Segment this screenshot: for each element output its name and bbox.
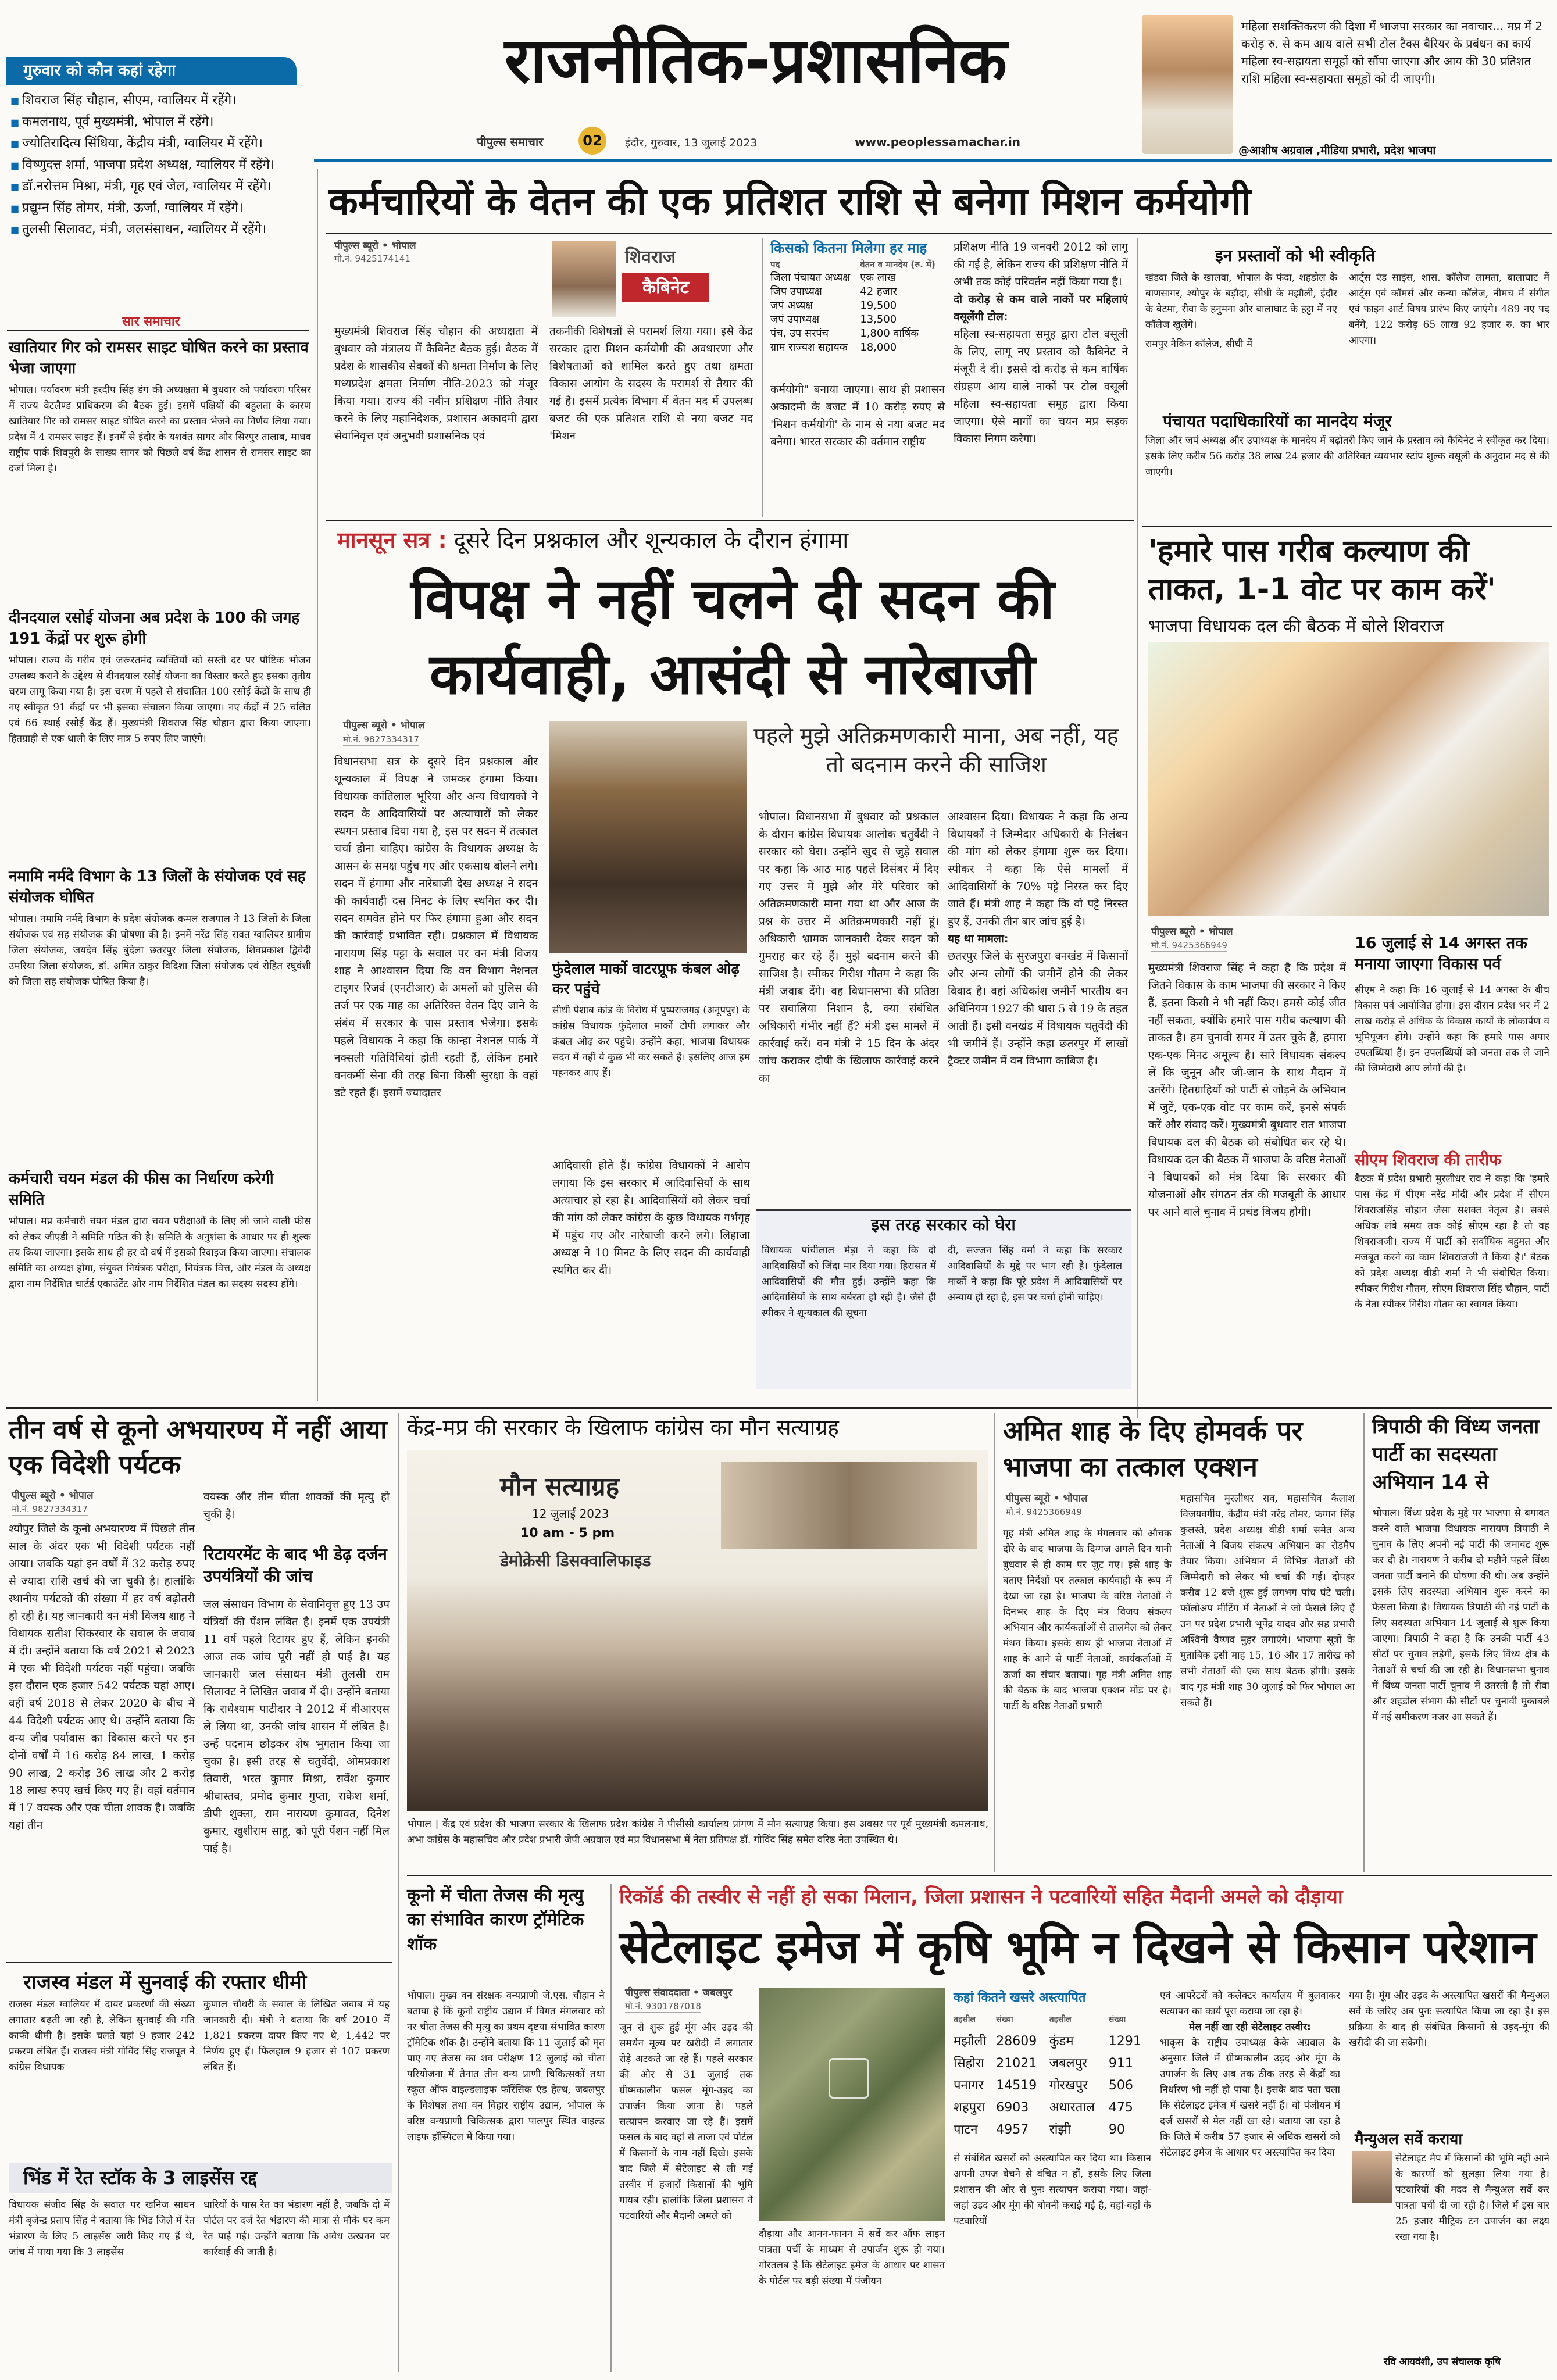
table-cell: सिहोरा [954, 2056, 984, 2071]
bjp-photo [1148, 642, 1549, 916]
list-item: ■ तुलसी सिलावट, मंत्री, जलसंसाधन, ग्वालियर में रहेंगे। [10, 219, 313, 241]
table-cell: शहपुरा [954, 2100, 985, 2115]
left-col-divider [317, 169, 318, 1401]
table-cell: जपं उपाध्यक्ष [770, 313, 820, 326]
satellite-col3-subhead: मेल नहीं खा रही सेटेलाइट तस्वीर: [1189, 2021, 1311, 2033]
table-cell: 506 [1108, 2078, 1133, 2093]
banner-title: मौन सत्याग्रह [500, 1472, 620, 1502]
monsoon-col4 [948, 808, 1128, 1198]
table-header: तहसील [954, 2015, 976, 2024]
monsoon-col1: विधानसभा सत्र के दूसरे दिन प्रश्नकाल और शून्यकाल में विपक्ष ने जमकर हंगामा किया। विधायक कांतिलाल भूरिया और अन्य विधायकों ने सदन के आदिवासियों पर अत्याचारों को लेकर स्थगन प्रस्ताव दिया गया है, इस पर सदन में तत्काल चर्चा होना चाहिए। कांग्रेस के विधायक अध्यक्ष के आसन के समक्ष पहुंच गए और एकसाथ बोलने लगे। सदन में हंगामा और नारेबाजी देख अध्यक्ष ने सदन की कार्यवाही दस मिनट के लिए स्थगित कर दी। सदन समवेत होने पर फिर हंगामा हुआ और सदन की कार्रवाई प्रभावित रही। प्रश्नकाल में विधायक नारायण सिंह पट्टा के सवाल पर वन मंत्री विजय शाह ने आश्वासन दिया कि वन विभाग नेशनल टाइगर रिजर्व (एनटीआर) के अमलों को पुलिस की तर्ज पर एक माह का अतिरिक्त वेतन दिए जाने के संबंध में सरकार के पास प्रस्ताव भेजेगा। इसके पहले विधायक ने कहा कि कान्हा नेशनल पार्क में नक्सली गतिविधियां होती रहती हैं, लेकिन हमारे वनकर्मी सेना की तरह बिना किसी सुरक्षा के वहां डटे रहते हैं। इसमें ज्यादातर [334, 755, 538, 1099]
bottom-rule [407, 1875, 1552, 1876]
attack-box-col2: दी, सज्जन सिंह वर्मा ने कहा कि सरकार आदिवासियों के मुद्दे पर भाग रही है। फुंदेलाल मार्को ने कहा कि पूरे प्रदेश में आदिवासियों पर अन्याय हो रहा है, इस पर चर्चा होनी चाहिए। [948, 1245, 1122, 1303]
satellite-photo-caption: दौड़ाया और आनन-फानन में सर्वे कर ऑफ लाइन पात्रता पर्ची के माध्यम से उपार्जन शुरू हो गया। गौरतलब है कि सेटेलाइट इमेज के आधार पर शासन के पोर्टल पर बड़ी संख्या में पंजीयन [759, 2228, 945, 2287]
pay-table [770, 259, 945, 354]
list-item: ■ शिवराज सिंह चौहान, सीएम, ग्वालियर में रहेंगे। [10, 90, 313, 112]
banner-photo-strip [721, 1462, 977, 1549]
table-cell: जिला पंचायत अध्यक्ष [770, 271, 851, 284]
paper-name: पीपुल्स समाचार [477, 135, 544, 149]
table-cell: 18,000 [860, 341, 897, 353]
lead-rule [326, 233, 1552, 234]
cheetah-col1: भोपाल। मुख्य वन संरक्षक वन्यप्राणी जे.एस. चौहान ने बताया है कि कूनो राष्ट्रीय उद्यान में विगत मंगलवार को नर चीता तेजस की मृत्यु का प्रथम दृष्टया संभावित कारण ट्रॉमेटिक शॉक है। उन्होंने बताया कि 11 जुलाई को मृत पाए गए तेजस का शव परीक्षण 12 जुलाई को चीता परियोजना में तैनात तीन वन्य प्राणी चिकित्सकों तथा स्कूल ऑफ वाइल्डलाइफ फॉरेंसिक एंड हेल्थ, जबलपुर के विशेषज्ञ तथा वन विहार राष्ट्रीय उद्यान, भोपाल के वरिष्ठ वन्यप्राणी चिकित्सक द्वारा पालपुर स्थित वाइल्ड लाइफ हॉस्पिटल में किया गया। [407, 1990, 605, 2143]
table-cell: जपं अध्यक्ष [770, 299, 813, 312]
satellite-headline: सेटेलाइट इमेज में कृषि भूमि न दिखने से किसान परेशान [619, 1921, 1537, 1974]
banner-time: 10 am - 5 pm [520, 1526, 615, 1541]
lead-byline: पीपुल्स ब्यूरो • भोपाल [334, 240, 416, 252]
manual-survey-text: सेटेलाइट मैप में किसानों की भूमि नहीं आने के कारणों को सुलझा लिया गया है। पटवारियों की मदद से मैन्युअल सर्वे कर पात्रता पर्ची दी जा रही है। जिले में इस बार 25 हजार मीट्रिक टन उपार्जन का लक्ष्य रखा गया है। [1395, 2153, 1549, 2243]
bjp-rule [1142, 526, 1552, 527]
bhind-col2: धारियों के पास रेत का भंडारण नहीं है, जबकि दो में पोर्टल पर दर्ज रेत भंडारण की मात्रा से मौके पर कम रेत पाई गई। उन्होंने बताया कि अवैध उत्खनन पर कार्रवाई की जाती है। [203, 2199, 390, 2258]
bhind-headline: भिंड में रेत स्टॉक के 3 लाइसेंस रद्द [9, 2163, 392, 2193]
lead-col4-text: महिला स्व-सहायता समूह द्वारा टोल वसूली के लिए, लागू नए प्रस्ताव को कैबिनेट ने मंजूरी दे दी। इससे दो करोड़ से कम वार्षिक संग्रहण आय वाले नाकों पर टोल वसूली महिला स्व-सहायता समूह द्वारा किया जाएगा। ऐसे मार्गों का चयन मप्र सड़क विकास निगम करेगा। [954, 328, 1128, 445]
page-number: 02 [578, 127, 606, 155]
table-cell: 13,500 [860, 313, 897, 326]
revenue-headline: राजस्व मंडल में सुनवाई की रफ्तार धीमी [23, 1971, 307, 1994]
monsoon-col3: भोपाल। विधानसभा में बुधवार को प्रश्नकाल के दौरान कांग्रेस विधायक आलोक चतुर्वेदी ने सरकार को घेरा। उन्होंने खुद से जुड़े सवाल पर कहा कि आठ माह पहले दिसंबर में दिए गए उत्तर में मुझे और मेरे परिवार को अतिक्रमणकारी माना गया था और आज के प्रश्न के उत्तर में अतिक्रमणकारी नहीं हूं। अधिकारी भ्रामक जानकारी देकर सदन को गुमराह कर रहे हैं। मुझे बदनाम करने की साजिश है। स्पीकर गिरीश गौतम ने कहा कि मंत्री जवाब देंगे। वह विधानसभा की प्रतिष्ठा पर सवालिया निशान है, क्या संबंधित अधिकारी गंभीर नहीं हैं? मंत्री इस मामले में कार्रवाई करें। वन मंत्री ने 15 दिन के अंदर जांच कराकर दोषी के खिलाफ कार्रवाई करने का [759, 810, 939, 1085]
saar-item [9, 337, 311, 574]
saar-item [9, 1168, 311, 1388]
monsoon-col4-text: आश्वासन दिया। विधायक ने कहा कि अन्य विधायकों ने जिम्मेदार अधिकारी के निलंबन की मांग को लेकर हंगामा शुरू कर दिया। स्पीकर ने कहा कि ऐसे मामलों में आदिवासियों के 70% पट्टे निरस्त कर दिए जाते हैं। मंत्री शाह ने कहा कि वो पट्टे निरस्त हुए हैं, उनकी तीन बार जांच हुई है। [948, 810, 1128, 928]
table-row [954, 2097, 1151, 2119]
saar-rule [7, 330, 309, 331]
tripathi-col1: भोपाल। विंध्य प्रदेश के मुद्दे पर भाजपा से बगावत करने वाले भाजपा विधायक नारायण त्रिपाठी ने चुनाव के लिए अपनी नई पार्टी की जमावट शुरू कर दी है। नारायण ने करीब दो महीने पहले विंध्य जनता पार्टी बनाने की घोषणा की थी। अब उन्होंने इसके लिए सदस्यता अभियान शुरू करने का फैसला किया है। विधायक त्रिपाठी की नई पार्टी के लिए सदस्यता अभियान 14 जुलाई से शुरू किया जाएगा। त्रिपाठी ने कहा है कि उनकी पार्टी 43 सीटों पर चुनाव लड़ेगी, इसके लिए विंध्य क्षेत्र के नेताओं से चर्चा की जा रही है। विधानसभा चुनाव में विंध्य जनता पार्टी चुनाव में उतरती है तो रीवा और शहडोल संभाग की सीटों पर चुनावी मुकाबले में नई समीकरण नजर आ सकते हैं। [1372, 1507, 1549, 1723]
congress-headline: केंद्र-मप्र की सरकार के खिलाफ कांग्रेस का मौन सत्याग्रह [407, 1415, 839, 1440]
satellite-col4: गया है। मूंग और उड़द के अस्त्यापित खसरों की मैन्युअल सर्वे के जरिए अब पुनः सत्यापित किया जा रहा है। इस प्रक्रिया के बाद ही संबंधित किसानों से उड़द-मूंग की खरीदी की जा सकेगी। [1349, 1990, 1549, 2049]
tripathi-headline: त्रिपाठी की विंध्य जनता पार्टी का सदस्यता अभियान 14 से [1372, 1415, 1540, 1494]
list-item: ■ कमलनाथ, पूर्व मुख्यमंत्री, भोपाल में रहेंगे। [10, 112, 313, 133]
lead-col4-text: प्रशिक्षण नीति 19 जनवरी 2012 को लागू की गई है, लेकिन राज्य की प्रशिक्षण नीति में अभी तक कोई परिवर्तन नहीं किया गया है। [954, 241, 1128, 288]
table-cell: 911 [1108, 2056, 1133, 2071]
monsoon-subhead: पहले मुझे अतिक्रमणकारी माना, अब नहीं, यह तो बदनाम करने की साजिश [753, 723, 1119, 777]
table-header: तहसील [1049, 2015, 1072, 2024]
table-cell: अधारताल [1049, 2100, 1095, 2115]
kuno-headline: तीन वर्ष से कूनो अभयारण्य में नहीं आया एक विदेशी पर्यटक [9, 1415, 387, 1480]
bjp-headline: 'हमारे पास गरीब कल्याण की ताकत, 1-1 वोट पर काम करें' [1148, 534, 1496, 607]
quote-author: @आशीष अग्रवाल ,मीडिया प्रभारी, प्रदेश भाजपा [1238, 144, 1436, 157]
attack-box-col1: विधायक पांचीलाल मेड़ा ने कहा कि दो आदिवासियों को जिंदा मार दिया गया। हिरासत में आदिवासियों की मौत हुई। उन्होंने कहा कि आदिवासियों के साथ बर्बरता हो रही है। जैसे ही स्पीकर ने शून्यकाल की सूचना [762, 1245, 936, 1319]
saar-label: सार समाचार [122, 315, 180, 329]
praise-heading: सीएम शिवराज की तारीफ [1355, 1151, 1501, 1169]
pay-table-title: किसको कितना मिलेगा हर माह [770, 240, 927, 256]
shah-divider [994, 1413, 995, 1872]
saar-text: भोपाल। नमामि नर्मदे विभाग के प्रदेश संयोजक कमल राजपाल ने 13 जिलों के जिला संयोजक एवं सह संयोजक की घोषणा की है। इनमें नरेंद्र सिंह रावत ग्वालियर ग्रामीण जिला संयोजक, जयदेव सिंह बुंदेला छतरपुर जिला संयोजक, शिवप्रकाश द्विवेदी उमरिया जिला संयोजक, डॉ. अमित ठाकुर विदिशा जिला संयोजक एवं रोहित रघुवंशी को जिला सह संयोजक घोषित किया है। [9, 913, 311, 988]
bjp-byline: पीपुल्स ब्यूरो • भोपाल [1151, 926, 1233, 938]
congress-caption: भोपाल | केंद्र एवं प्रदेश की भाजपा सरकार के खिलाफ प्रदेश कांग्रेस ने पीसीसी कार्यालय प्रांगण में मौन सत्याग्रह किया। इस अवसर पर पूर्व मुख्यमंत्री कमलनाथ, अभा कांग्रेस के महासचिव और प्रदेश प्रभारी जेपी अग्रवाल एवं मप्र विधानसभा में नेता प्रतिपक्ष डॉ. गोविंद सिंह समेत वरिष्ठ नेता उपस्थित थे। [407, 1818, 988, 1846]
table-row [954, 2119, 1151, 2141]
table-cell: 4957 [996, 2122, 1029, 2137]
table-row [954, 2031, 1151, 2053]
saar-text: भोपाल। पर्यावरण मंत्री हरदीप सिंह डंग की अध्यक्षता में बुधवार को पर्यावरण परिसर में राज्य वेटलैण्ड प्राधिकरण की बैठक हुई। इसमें पक्षियों की बहुलता के कारण खातियार गिर को रामसर साइट घोषित करने का प्रस्ताव भेजने का निर्णय लिया गया। प्रदेश में 4 रामसर साइट हैं। इनमें से इंदौर के यशवंत सागर और सिरपुर तालाब, माधव राष्ट्रीय पार्क शिवपुरी के साख्य सागर को पिछले वर्ष केंद्र शासन से रामसर साइट का दर्जा मिला है। [9, 384, 311, 474]
satellite-photo [759, 1988, 945, 2221]
section-rule [326, 520, 1134, 521]
kuno-divider [398, 1413, 399, 2372]
congress-photo [407, 1450, 988, 1811]
table-cell: 90 [1108, 2122, 1125, 2137]
saar-item [9, 607, 311, 891]
shah-col2: महासचिव मुरलीधर राव, महासचिव कैलाश विजयवर्गीय, केंद्रीय मंत्री नरेंद्र तोमर, फग्गन सिंह कुलस्ते, प्रदेश अध्यक्ष वीडी शर्मा समेत अन्य नेताओं ने विजय संकल्प अभियान का रोडमैप तैयार किया। अभियान में विभिन्न नेताओं की जिम्मेदारी को लेकर भी चर्चा की गई। दोपहर करीब 12 बजे शुरू हुई लगभग पांच घंटे चली। फॉलोअप मीटिंग में नेताओं ने जो फैसले लिए हैं उन पर प्रदेश प्रभारी भूपेंद्र यादव और सह प्रभारी अश्विनी वैष्णव मुहर लगाएंगे। भाजपा सूत्रों के मुताबिक इसी माह 15, 16 और 17 तारीख को सभी नेताओं की एक साथ बैठक होगी। इसके बाद गृह मंत्री शाह 30 जुलाई को फिर भोपाल आ सकते हैं। [1180, 1493, 1355, 1709]
saar-heading: नमामि नर्मदे विभाग के 13 जिलों के संयोजक एवं सह संयोजक घोषित [9, 868, 306, 906]
satellite-col3-text: भाकृस के राष्ट्रीय उपाध्यक्ष केके अग्रवाल के अनुसार जिले में ग्रीष्मकालीन उड़द और मूंग के उपार्जन के लिए अब तक ठीक तरह से केंद्रों का निर्धारण भी नहीं हो पाया है। इसके बाद पता चला कि सेटेलाइट इमेज में खसरे नहीं हैं। वो पंजीयन में दर्ज खसरों से मेल नहीं खा रहे। बताया जा रहा है कि जिले में करीब 57 हजार से अधिक खसरों को सेटेलाइट इमेज के आधार पर अस्त्यापित कर दिया [1160, 2037, 1340, 2159]
monsoon-headline: विपक्ष ने नहीं चलने दी सदन की कार्यवाही, आसंदी से नारेबाजी [410, 566, 1055, 707]
kuno-byline: पीपुल्स ब्यूरो • भोपाल [12, 1490, 94, 1502]
revenue-col1: राजस्व मंडल ग्वालियर में दायर प्रकरणों की संख्या लगातार बढ़ती जा रही है, लेकिन सुनवाई की गति काफी धीमी है। इसके चलते यहां 9 हजार 242 प्रकरण लंबित हैं। राजस्व मंत्री गोविंद सिंह राजपूत ने कांग्रेस विधायक [9, 1999, 195, 2073]
saar-heading: खातियार गिर को रामसर साइट घोषित करने का प्रस्ताव भेजा जाएगा [9, 339, 309, 377]
banner-sub: डेमोक्रेसी डिसक्वालिफाइड [500, 1551, 651, 1570]
page-title: राजनीतिक-प्रशासनिक [504, 24, 1008, 97]
mla-photo [549, 721, 747, 953]
vikas-heading: 16 जुलाई से 14 अगस्त तक मनाया जाएगा विकास पर्व [1355, 934, 1527, 973]
table-row [770, 284, 945, 298]
table-header: पद [770, 259, 780, 270]
satellite-col2: से संबंधित खसरों को अस्त्यापित कर दिया था। किसान अपनी उपज बेचने से वंचित न हों, इसके लिए जिला प्रशासन की ओर से पुनः सत्यापन कराया गया। जहां-जहां उड़द और मूंग की बोवनी कराई गई है, वहां-वहां के पटवारियों [954, 2153, 1151, 2227]
kuno-col1: श्योपुर जिले के कूनो अभयारण्य में पिछले तीन साल के अंदर एक भी विदेशी पर्यटक नहीं आया। जबकि यहां इन वर्षों में 32 करोड़ रुपए से ज्यादा राशि खर्च की जा चुकी है। हालांकि स्थानीय पर्यटकों की संख्या में हर वर्ष बढ़ोतरी हो रही है। यह जानकारी वन मंत्री विजय शाह ने विधायक सतीश सिकरवार के सवाल के जवाब में दी। उन्होंने बताया कि वर्ष 2021 से 2023 में एक भी विदेशी पर्यटक नहीं पहुंचा। जबकि इस दौरान एक हजार 542 पर्यटक यहां आए। वहीं वर्ष 2018 से लेकर 2020 के बीच में 44 विदेशी पर्यटक आए थे। उन्होंने बताया कि वन्य जीव पर्यावास का विकास करने पर इन दोनों वर्षों में 16 करोड़ 84 लाख, 1 करोड़ 90 लाख, 2 करोड़ 36 लाख और 2 करोड़ 18 लाख रुपए खर्च किए गए हैं। वहां वर्तमान में 17 वयस्क और एक चीता शावक है। जबकि यहां तीन [9, 1523, 195, 1832]
table-cell: 475 [1108, 2100, 1133, 2115]
cheetah-divider [610, 1884, 612, 2372]
mla-caption: सीधी पेशाब कांड के विरोध में पुष्पराजगढ़ (अनूपपुर) के कांग्रेस विधायक फुंदेलाल मार्को टोपी लगाकर और कंबल ओढ़ कर पहुंचे। उन्होंने कहा, भाजपा विधायक सदन में नहीं ये कुछ भी कर सकते हैं। इसलिए आज हम पहनकर आए हैं। [552, 1005, 750, 1079]
satellite-col1: जून से शुरू हुई मूंग और उड़द की समर्थन मूल्य पर खरीदी में लगातार रोड़े अटकते जा रहे हैं। पहले सरकार की ओर से 31 जुलाई तक ग्रीष्मकालीन फसल मूंग-उड़द का उपार्जन किया जाना है। पहले सत्यापन करवाए जा रहे हैं। इसमें फसल के बाद वहां से ताजा एवं पोर्टल में किसानों के नाम नहीं दिखे। इसके बाद जिले में सेटेलाइट से ली गई तस्वीर में हजारों किसानों की भूमि गायब रही। हालांकि जिला प्रशासन ने पटवारियों और मैदानी अमले को [619, 2022, 753, 2222]
kuno-col2: वयस्क और तीन चीता शावकों की मृत्यु हो चुकी है। [203, 1491, 390, 1521]
table-row [770, 340, 945, 354]
officer-photo [1352, 2151, 1392, 2203]
cabinet-label: कैबिनेट [622, 273, 709, 302]
table-cell: पनागर [954, 2078, 984, 2093]
right-heading: इन प्रस्तावों को भी स्वीकृति [1215, 246, 1376, 265]
table-row [770, 326, 945, 340]
revenue-col2: कुणाल चौधरी के सवाल के लिखित जवाब में यह जानकारी दी। मंत्री ने बताया कि वर्ष 2010 में 1,821 प्रकरण दायर किए गए थे, 1,442 पर निर्णय हुए हैं। फिलहाल 9 हजार से 107 प्रकरण लंबित हैं। [203, 1999, 390, 2073]
banner-date: 12 जुलाई 2023 [532, 1507, 609, 1521]
cabinet-name: शिवराज [625, 247, 676, 267]
table-cell: जिप उपाध्यक्ष [770, 285, 822, 298]
lead-col4 [954, 238, 1128, 517]
table-cell: 14519 [996, 2078, 1037, 2093]
shah-col1: गृह मंत्री अमित शाह के मंगलवार को औचक दौरे के बाद भाजपा के दिग्गज अगले दिन यानी बुधवार से ही काम पर जुट गए। इसे शाह के बताए निर्देशों पर तत्काल कार्यवाही के रूप में देखा जा रहा है। भाजपा के वरिष्ठ नेताओं ने दिनभर शाह के दिए मंत्र विजय संकल्प अभियान और कार्यकर्ताओं से तालमेल को लेकर मंथन किया। इसके साथ ही भाजपा नेताओं में शाह के आने से पार्टी नेताओं, कार्यकर्ताओं में ऊर्जा का संचार बताया। गृह मंत्री अमित शाह की बैठक के बाद भाजपा एक्शन मोड पर है। पार्टी के वरिष्ठ नेताओं प्रभारी [1003, 1528, 1172, 1712]
list-item: ■ विष्णुदत्त शर्मा, भाजपा प्रदेश अध्यक्ष, ग्वालियर में रहेंगे। [10, 155, 313, 176]
table-row [770, 270, 945, 284]
satellite-col3 [1160, 1988, 1340, 2372]
attack-box [756, 1209, 1131, 1389]
khasra-table [954, 2009, 1151, 2141]
table-cell: 1,800 वार्षिक [860, 327, 919, 340]
lead-col2: तकनीकी विशेषज्ञों से परामर्श लिया गया। इसे केंद्र सरकार द्वारा मिशन कर्मयोगी की अवधारणा और विशेषताओं को शामिल करते हुए तथा क्षमता विकास आयोग के सदस्य के परामर्श से तैयार की गई है। इसमें प्रत्येक विभाग में वेतन मद में उपलब्ध बजट की एक प्रतिशत राशि से नया बजट मद 'मिशन [549, 325, 753, 442]
monsoon-col4-subhead: यह था मामला: [948, 932, 1009, 945]
shah-byline: पीपुल्स ब्यूरो • भोपाल [1006, 1493, 1088, 1505]
table-row [954, 2053, 1151, 2075]
tripathi-divider [1363, 1413, 1365, 1872]
lead-mobile: मो.नं. 9425174141 [334, 253, 410, 264]
table-cell: रांझी [1049, 2122, 1071, 2137]
table-row [954, 2075, 1151, 2097]
lead-col3: कर्मयोगी" बनाया जाएगा। साथ ही प्रशासन अकादमी के बजट में 10 करोड़ रुपए से 'मिशन कर्मयोगी' के नाम से नया बजट मद बनेगा। भारत सरकार की वर्तमान राष्ट्रीय [770, 383, 945, 448]
table-cell: ग्राम राज्यश सहायक [770, 341, 848, 353]
praise-text: बैठक में प्रदेश प्रभारी मुरलीधर राव ने कहा कि 'हमारे पास केंद्र में पीएम नरेंद्र मोदी और प्रदेश में सीएम शिवराजसिंह चौहान जैसा सशक्त नेतृत्व है। सबसे अधिक लंबे समय तक कोई सीएम रहा है तो वह शिवराजजी। राज्य में पार्टी को सर्वाधिक बहुमत और मजबूत करने का काम शिवराजजी ने किया है।' बैठक को प्रदेश अध्यक्ष वीडी शर्मा ने भी संबोधित किया। स्पीकर गिरीश गौतम, सीएम शिवराज सिंह चौहान, पार्टी के नेता स्पीकर गिरीश गौतम का स्वागत किया। [1355, 1173, 1549, 1310]
leaders-list [10, 90, 313, 241]
lead-col1: मुख्यमंत्री शिवराज सिंह चौहान की अध्यक्षता में बुधवार को मंत्रालय में कैबिनेट बैठक हुई। बैठक में प्रदेश के शासकीय सेवकों की क्षमता निर्माण के लिए मध्यप्रदेश क्षमता निर्माण नीति-2023 को मंजूर किया गया। राज्य की नवीन प्रशिक्षण नीति तैयार करने के लिए महानिदेशक, प्रशासन अकादमी द्वारा सेवानिवृत्त एवं अनुभवी प्रशासनिक एवं [334, 325, 538, 442]
satellite-col3-text: एवं आपरेटरों को कलेक्टर कार्यालय में बुलवाकर सत्यापन का कार्य पूरा कराया जा रहा है। [1160, 1990, 1340, 2017]
table-header-row [954, 2009, 1151, 2031]
list-item: रामपुर नैकिन कॉलेज, सीधी में [1145, 338, 1252, 350]
shah-mobile: मो.नं. 9425366949 [1006, 1507, 1082, 1517]
bjp-subhead: भाजपा विधायक दल की बैठक में बोले शिवराज [1148, 616, 1444, 637]
table-cell: 28609 [996, 2034, 1037, 2049]
lead-divider [762, 238, 763, 517]
saar-text: भोपाल। राज्य के गरीब एवं जरूरतमंद व्यक्तियों को सस्ती दर पर पौष्टिक भोजन उपलब्ध कराने के उद्देश्य से दीनदयाल रसोई योजना का विस्तार करते हुए इसका तृतीय चरण लागू किया गया है। इस चरण में पहले से संचालित 100 रसोई केंद्रों के साथ ही नए स्वीकृत 91 केंद्रों पर भी इसका संचालन किया जाएगा। नए केंद्रों में 25 चलित एवं 66 स्थाई रसोई केंद्र हैं। मुख्यमंत्री शिवराज सिंह चौहान द्वारा किया जाएगा। हितग्राही से एक थाली के लिए मात्र 5 रुपए लिए जाएंगे। [9, 655, 311, 745]
satellite-mobile: मो.नं. 9301787018 [625, 2001, 701, 2011]
mid-rule [6, 1407, 1552, 1409]
khasra-table-title: कहां कितने खसरे अस्त्यापित [954, 1991, 1086, 2005]
kicker-red: मानसून सत्र : [337, 527, 447, 553]
right-list [1145, 270, 1337, 352]
list-item: ■ ज्योतिरादित्य सिंधिया, केंद्रीय मंत्री, ग्वालियर में रहेंगे। [10, 133, 313, 155]
table-cell: गोरखपुर [1049, 2078, 1088, 2093]
bjp-mobile: मो.नं. 9425366949 [1151, 940, 1227, 950]
saar-item [9, 866, 311, 1167]
monsoon-kicker [337, 526, 848, 554]
table-cell: कुंडम [1049, 2034, 1074, 2049]
saar-heading: कर्मचारी चयन मंडल की फीस का निर्धारण करेगी समिति [9, 1170, 274, 1209]
panchayat-text: जिला और जपं अध्यक्ष और उपाध्यक्ष के मानदेय में बढ़ोतरी किए जाने के प्रस्ताव को कैबिनेट ने स्वीकृत कर दिया। इसके लिए करीब 56 करोड़ 38 लाख 24 हजार की अतिरिक्त व्ययभार स्टांप शुल्क वसूली के अनुदान मद से की जाएगी। [1145, 435, 1549, 478]
table-cell: एक लाख [860, 271, 896, 284]
table-cell: 42 हजार [860, 285, 897, 298]
monsoon-mobile: मो.नं. 9827334317 [343, 734, 419, 745]
bhind-col1: विधायक संजीव सिंह के सवाल पर खनिज साधन मंत्री बृजेन्द्र प्रताप सिंह ने बताया कि भिंड जिले में रेत भंडारण के लिए 5 लाइसेंस जारी किए गए हैं थे, जांच में पाया गया कि 3 लाइसेंस [9, 2199, 195, 2258]
list-item: ■ डॉ.नरोत्तम मिश्रा, मंत्री, गृह एवं जेल, ग्वालियर में रहेंगे। [10, 176, 313, 198]
lead-headline: कर्मचारियों के वेतन की एक प्रतिशत राशि से बनेगा मिशन कर्मयोगी [328, 179, 1251, 224]
cheetah-headline: कूनो में चीता तेजस की मृत्यु का संभावित कारण ट्रॉमेटिक शॉक [407, 1885, 584, 1954]
retire-heading: रिटायरमेंट के बाद भी डेढ़ दर्जन उपयंत्रियों की जांच [203, 1545, 387, 1586]
panchayat-heading: पंचायत पदाधिकारियों का मानदेय मंजूर [1163, 412, 1392, 431]
kuno-mobile: मो.नं. 9827334317 [12, 1504, 88, 1514]
monsoon-col4-text: छतरपुर जिले के सुरजपुरा वनखंड में किसानों और अन्य लोगों की जमीनें होने की लेकर विवाद है। वहां अधिकांश जमीनें भारतीय वन अधिनियम 1927 की धारा 5 से 19 के तहत आती हैं। इसी वनखंड में विधायक चतुर्वेदी की भी जमीनें हैं। उन्होंने कहा छतरपुर में लाखों ट्रैक्टर जमीन में वन विभाग काबिज है। [948, 950, 1128, 1067]
table-row [770, 298, 945, 312]
list-item: ■ प्रद्युम्न सिंह तोमर, मंत्री, ऊर्जा, ग्वालियर में रहेंगे। [10, 198, 313, 219]
attack-box-heading: इस तरह सरकार को घेरा [871, 1215, 1016, 1234]
right-divider [1137, 238, 1138, 1418]
vikas-text: सीएम ने कहा कि 16 जुलाई से 14 अगस्त के बीच विकास पर्व आयोजित होगा। इस दौरान प्रदेश भर में 2 लाख करोड़ से अधिक के विकास कार्यों के लोकार्पण व भूमिपूजन होंगे। उन्होंने कहा कि हमारे पास अपार उपलब्धियां हैं। इन उपलब्धियों को जनता तक ले जाने की जिम्मेदारी आप लोगों की है। [1355, 984, 1549, 1074]
saar-text: भोपाल। मप्र कर्मचारी चयन मंडल द्वारा चयन परीक्षाओं के लिए ली जाने वाली फीस को लेकर जीएडी ने समिति गठित की है। समिति के अनुशंसा के आधार पर ही शुल्क तय किया जाएगा। इसके साथ ही हर दो वर्ष में इसको रिवाइज किया जाएगा। संचालक समिति का अध्यक्ष होगा, संयुक्त नियंत्रक परीक्षा, नियंत्रक वित्त, और मंडल के अध्यक्ष द्वारा नाम निर्देशित चार्टर्ड एकाउंटेंट और नाम निर्देशित मंडल का सदस्य सदस्य होंगे। [9, 1216, 311, 1290]
satellite-byline: पीपुल्स संवाददाता • जबलपुर [625, 1987, 733, 1999]
right-col2: आर्ट्स एंड साइंस, शास. कॉलेज लामता, बालाघाट में आर्ट्स एवं कॉमर्स और कन्या कॉलेज, नीमच में संगीत एवं फाइन आर्ट विषय प्रारंभ किए जाएंगे। 489 नए पद बनेंगे, 122 करोड़ 65 लाख 92 हजार रु. का भार आएगा। [1349, 272, 1549, 346]
shah-headline: अमित शाह के दिए होमवर्क पर भाजपा का तत्काल एक्शन [1003, 1415, 1303, 1482]
lead-col4-subhead: दो करोड़ से कम वाले नाकों पर महिलाएं वसूलेंगी टोल: [954, 293, 1128, 323]
table-header-row [770, 259, 945, 270]
list-item: खंडवा जिले के खालवा, भोपाल के फंदा, शहडोल के बाणसागर, श्योपुर के बड़ौदा, सीधी के मझौली, इंदौर के बेटमा, रीवा के हनुमना और बालाघाट के हट्टा में नए कॉलेज खुलेंगे। [1145, 272, 1337, 331]
retire-text: जल संसाधन विभाग के सेवानिवृत्त हुए 13 उप यंत्रियों की पेंशन लंबित है। इनमें एक उपयंत्री 11 वर्ष पहले रिटायर हुए हैं, लेकिन इनकी आज तक जांच पूरी नहीं हो पाई है। यह जानकारी जल संसाधन मंत्री तुलसी राम सिलावट ने लिखित जवाब में दी। उन्होंने बताया कि राधेश्याम पाटीदार ने 2012 में वीआरएस ले लिया था, उनकी जांच शासन में लंबित है। उन्हें पदनाम छोड़कर शेष भुगतान किया जा चुका है। इसी तरह से चतुर्वेदी, ओमप्रकाश तिवारी, भरत कुमार मिश्रा, सर्वेश कुमार श्रीवास्तव, प्रमोद कुमार गुप्ता, राकेश शर्मा, डीपी शुक्ला, राम नारायण कुमावत, दिनेश कुमार, खुशीराम साहू, को पूरी पेंशन नहीं मिल पाई है। [203, 1598, 390, 1855]
table-cell: पाटन [954, 2122, 978, 2137]
masthead-rule [314, 159, 1552, 162]
satellite-kicker: रिकॉर्ड की तस्वीर से नहीं हो सका मिलान, जिला प्रशासन ने पटवारियों सहित मैदानी अमले को दौड़ाया [619, 1885, 1343, 1909]
dateline: इंदौर, गुरुवार, 13 जुलाई 2023 [625, 137, 758, 149]
website-link[interactable]: www.peoplessamachar.in [855, 135, 1021, 149]
bjp-col1: मुख्यमंत्री शिवराज सिंह ने कहा है कि प्रदेश में जितने विकास के काम भाजपा की सरकार ने किए हैं, इतना किसी ने भी नहीं किए। हमसे कोई जीत नहीं सकता, क्योंकि हमारे पास गरीब कल्याण की ताकत है। हम चुनावी समर में उतर चुके हैं, हमारा एक-एक मिनट अमूल्य है। सारे विधायक संकल्प लें कि जुनून और जी-जान के साथ मैदान में उतरेंगे। हितग्राहियों को पार्टी से जोड़ने के अभियान में जुटें, एक-एक वोट पर काम करें, इनसे संपर्क करें और संवाद करें। मुख्यमंत्री बुधवार रात भाजपा विधायक दल की बैठक को संबोधित कर रहे थे। विधायक दल की बैठक में भाजपा के वरिष्ठ नेताओं ने विधायकों को मंत्र दिया कि सरकार की योजनाओं और संगठन तंत्र की मजबूती के आधार पर आने वाले चुनाव में प्रचंड विजय होगी। [1148, 962, 1346, 1218]
saar-heading: दीनदयाल रसोई योजना अब प्रदेश के 100 की जगह 191 केंद्रों पर शुरू होगी [9, 609, 300, 648]
table-header: वेतन व मानदेय (रु. में) [860, 259, 935, 270]
monsoon-col2: आदिवासी होते हैं। कांग्रेस विधायकों ने आरोप लगाया कि इस सरकार में आदिवासियों के साथ अत्याचार हो रहा है। आदिवासियों को लेकर चर्चा की मांग को लेकर कांग्रेस के कुछ विधायक गर्भगृह में पहुंच गए और नारेबाजी करने लगे। लिहाजा अध्यक्ष ने 10 मिनट के लिए सदन की कार्यवाही स्थगित कर दी। [552, 1159, 750, 1277]
table-cell: 21021 [996, 2056, 1037, 2071]
table-cell: 6903 [996, 2100, 1029, 2115]
left-header-tab [6, 57, 297, 85]
leaders-title: गुरुवार को कौन कहां रहेगा [23, 62, 176, 80]
table-cell: जबलपुर [1049, 2056, 1087, 2071]
cabinet-photo [552, 241, 616, 317]
table-cell: 19,500 [860, 299, 897, 312]
table-row [770, 312, 945, 326]
table-header: संख्या [996, 2015, 1013, 2024]
manual-survey-heading: मैन्युअल सर्वे कराया [1355, 2131, 1463, 2148]
table-header: संख्या [1108, 2015, 1126, 2024]
kicker-text: दूसरे दिन प्रश्नकाल और शून्यकाल के दौरान हंगामा [453, 527, 849, 553]
monsoon-byline: पीपुल्स ब्यूरो • भोपाल [343, 720, 425, 731]
map-pin-icon [829, 2058, 869, 2099]
table-cell: 1291 [1108, 2034, 1141, 2049]
author-photo [1142, 15, 1233, 154]
table-cell: पंच, उप सरपंच [770, 327, 829, 340]
rev-rule [6, 1962, 392, 1963]
mla-caption-head: फुंदेलाल मार्को वाटरप्रूफ कंबल ओढ़ कर पहुंचे [552, 960, 740, 997]
officer-credit: रवि आयवंशी, उप संचालक कृषि [1384, 2356, 1501, 2368]
quote-text: महिला सशक्तिकरण की दिशा में भाजपा सरकार का नवाचार... मप्र में 2 करोड़ रु. से कम आय वाले सभी टोल टैक्स बैरियर के प्रबंधन का कार्य महिला स्व-सहायता समूहों को सौंपा जाएगा और आय की 30 प्रतिशत राशि महिला स्व-सहायता समूहों को दी जाएगी। [1241, 19, 1543, 85]
table-cell: मझौली [954, 2034, 987, 2049]
